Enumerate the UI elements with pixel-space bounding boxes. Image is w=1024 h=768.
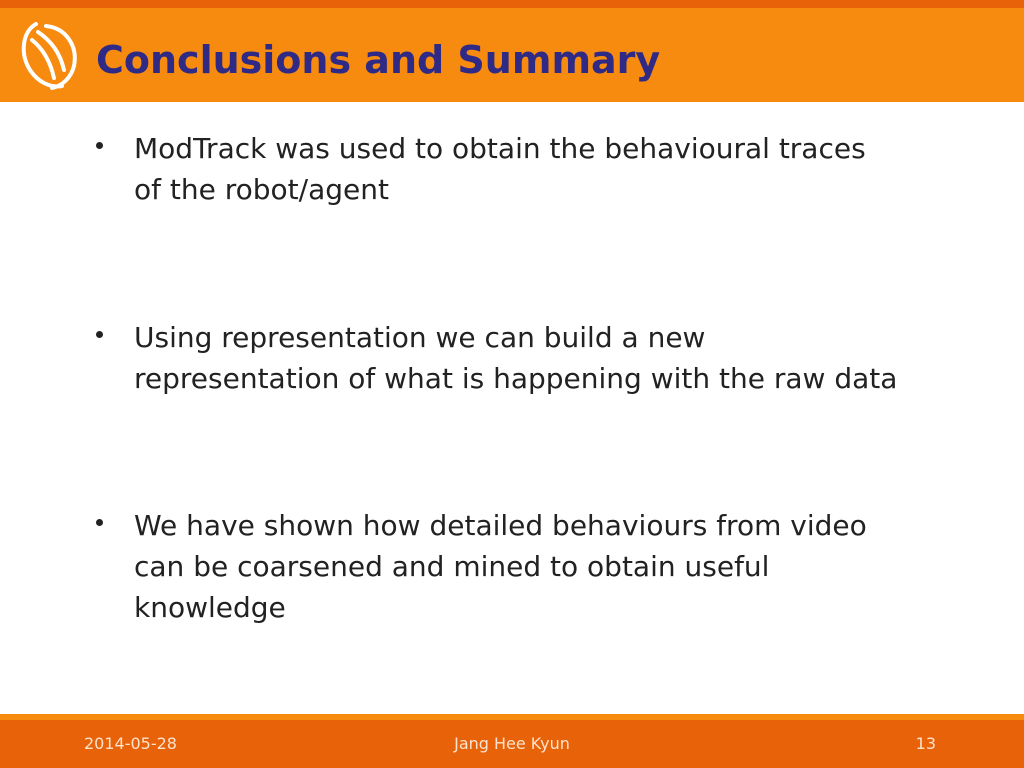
- bullet-line: knowledge: [134, 591, 286, 624]
- bullet-text: [134, 317, 994, 399]
- bullet-line: We have shown how detailed behaviours from video: [134, 509, 867, 542]
- bullet-text: [134, 128, 994, 210]
- bullet-line: of the robot/agent: [134, 173, 389, 206]
- slide-title: Conclusions and Summary: [96, 38, 661, 82]
- footer-page-number: 13: [915, 734, 936, 753]
- bullet-line: ModTrack was used to obtain the behavioural traces: [134, 132, 866, 165]
- footer-date: 2014-05-28: [84, 734, 177, 753]
- bullet-line: can be coarsened and mined to obtain useful: [134, 550, 770, 583]
- bullet-dot: [96, 142, 103, 149]
- bullet-line: Using representation we can build a new: [134, 321, 706, 354]
- bullet-text: [134, 505, 994, 628]
- bullet-dot: [96, 519, 103, 526]
- footer-author: Jang Hee Kyun: [454, 734, 570, 753]
- bullet-line: representation of what is happening with the raw data: [134, 362, 898, 395]
- bullet-dot: [96, 331, 103, 338]
- slide-footer: [0, 714, 1024, 768]
- footer-divider: [0, 714, 1024, 720]
